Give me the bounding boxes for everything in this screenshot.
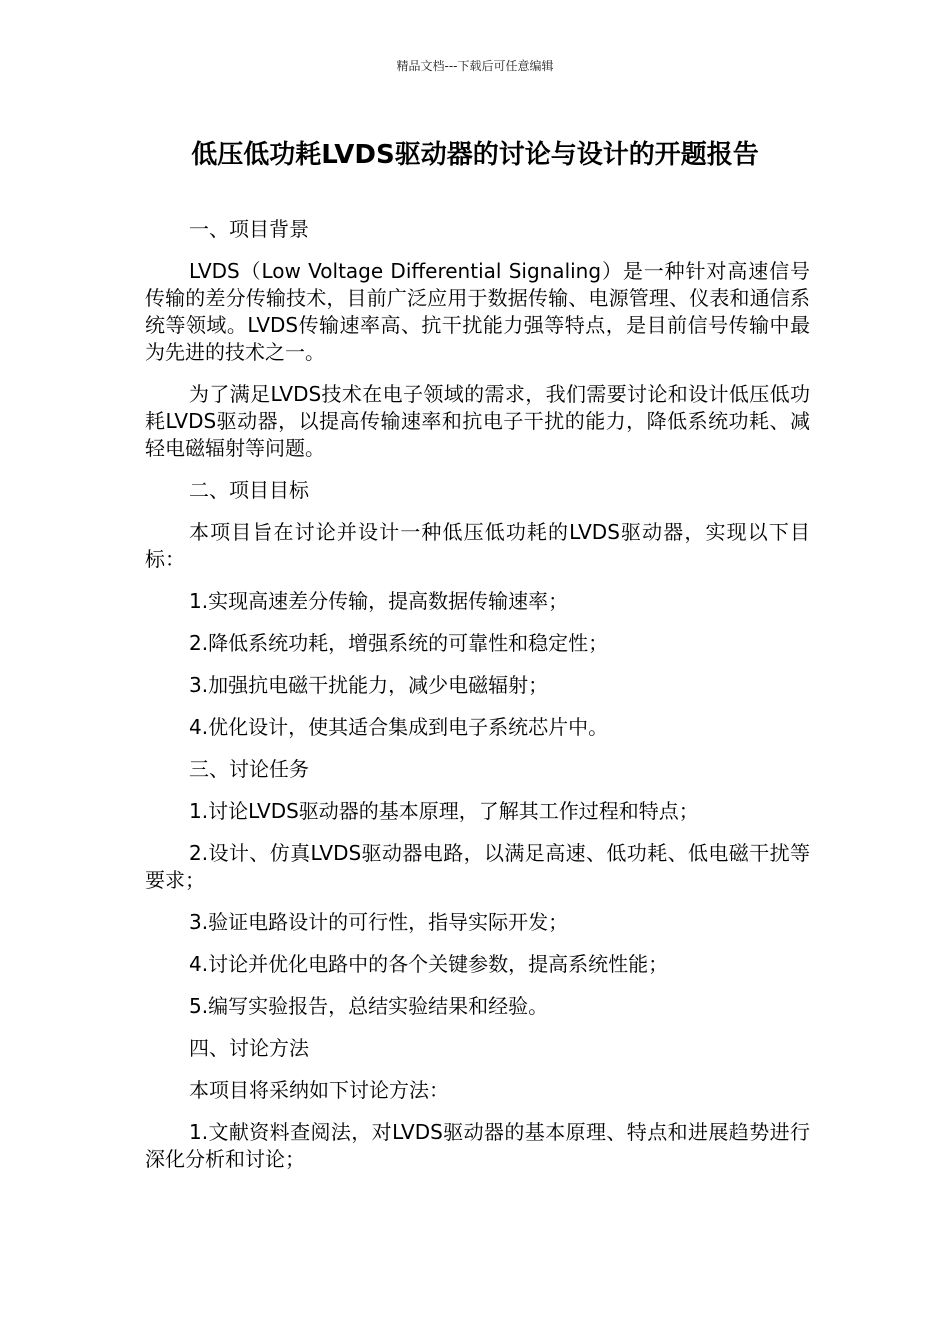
list-item-goal-3: 3.加强抗电磁干扰能力，减少电磁辐射； bbox=[189, 673, 549, 697]
list-item-method-1: 1.文献资料查阅法，对LVDS驱动器的基本原理、特点和进展趋势进行深化分析和讨论； bbox=[145, 1120, 810, 1171]
section-heading-background: 一、项目背景 bbox=[189, 217, 309, 241]
document-body bbox=[145, 216, 810, 1188]
header-note: 精品文档---下载后可任意编辑 bbox=[396, 59, 554, 73]
list-item-goal-2: 2.降低系统功耗，增强系统的可靠性和稳定性； bbox=[189, 631, 609, 655]
list-item-task-1: 1.讨论LVDS驱动器的基本原理，了解其工作过程和特点； bbox=[189, 799, 699, 823]
list-item-task-2: 2.设计、仿真LVDS驱动器电路，以满足高速、低功耗、低电磁干扰等要求； bbox=[145, 841, 810, 892]
document-title: 低压低功耗LVDS驱动器的讨论与设计的开题报告 bbox=[191, 140, 759, 170]
paragraph-lvds-need: 为了满足LVDS技术在电子领域的需求，我们需要讨论和设计低压低功耗LVDS驱动器，以提高传输速率和抗电子干扰的能力，降低系统功耗、减轻电磁辐射等问题。 bbox=[145, 382, 810, 460]
paragraph-lvds-intro: LVDS（Low Voltage Differential Signaling）是一种针对高速信号传输的差分传输技术，目前广泛应用于数据传输、电源管理、仪表和通信系统等领域。LVDS传输速率高、抗干扰能力强等特点，是目前信号传输中最为先进的技术之一。 bbox=[145, 259, 810, 364]
section-heading-goals: 二、项目目标 bbox=[189, 478, 309, 502]
list-item-task-3: 3.验证电路设计的可行性，指导实际开发； bbox=[189, 910, 569, 934]
list-item-task-5: 5.编写实验报告，总结实验结果和经验。 bbox=[189, 994, 549, 1018]
paragraph-goals-intro: 本项目旨在讨论并设计一种低压低功耗的LVDS驱动器，实现以下目标： bbox=[145, 520, 810, 571]
list-item-task-4: 4.讨论并优化电路中的各个关键参数，提高系统性能； bbox=[189, 952, 669, 976]
list-item-goal-4: 4.优化设计，使其适合集成到电子系统芯片中。 bbox=[189, 715, 609, 739]
section-heading-tasks: 三、讨论任务 bbox=[189, 757, 309, 781]
section-heading-methods: 四、讨论方法 bbox=[189, 1036, 309, 1060]
paragraph-methods-intro: 本项目将采纳如下讨论方法： bbox=[189, 1078, 449, 1102]
list-item-goal-1: 1.实现高速差分传输，提高数据传输速率； bbox=[189, 589, 569, 613]
